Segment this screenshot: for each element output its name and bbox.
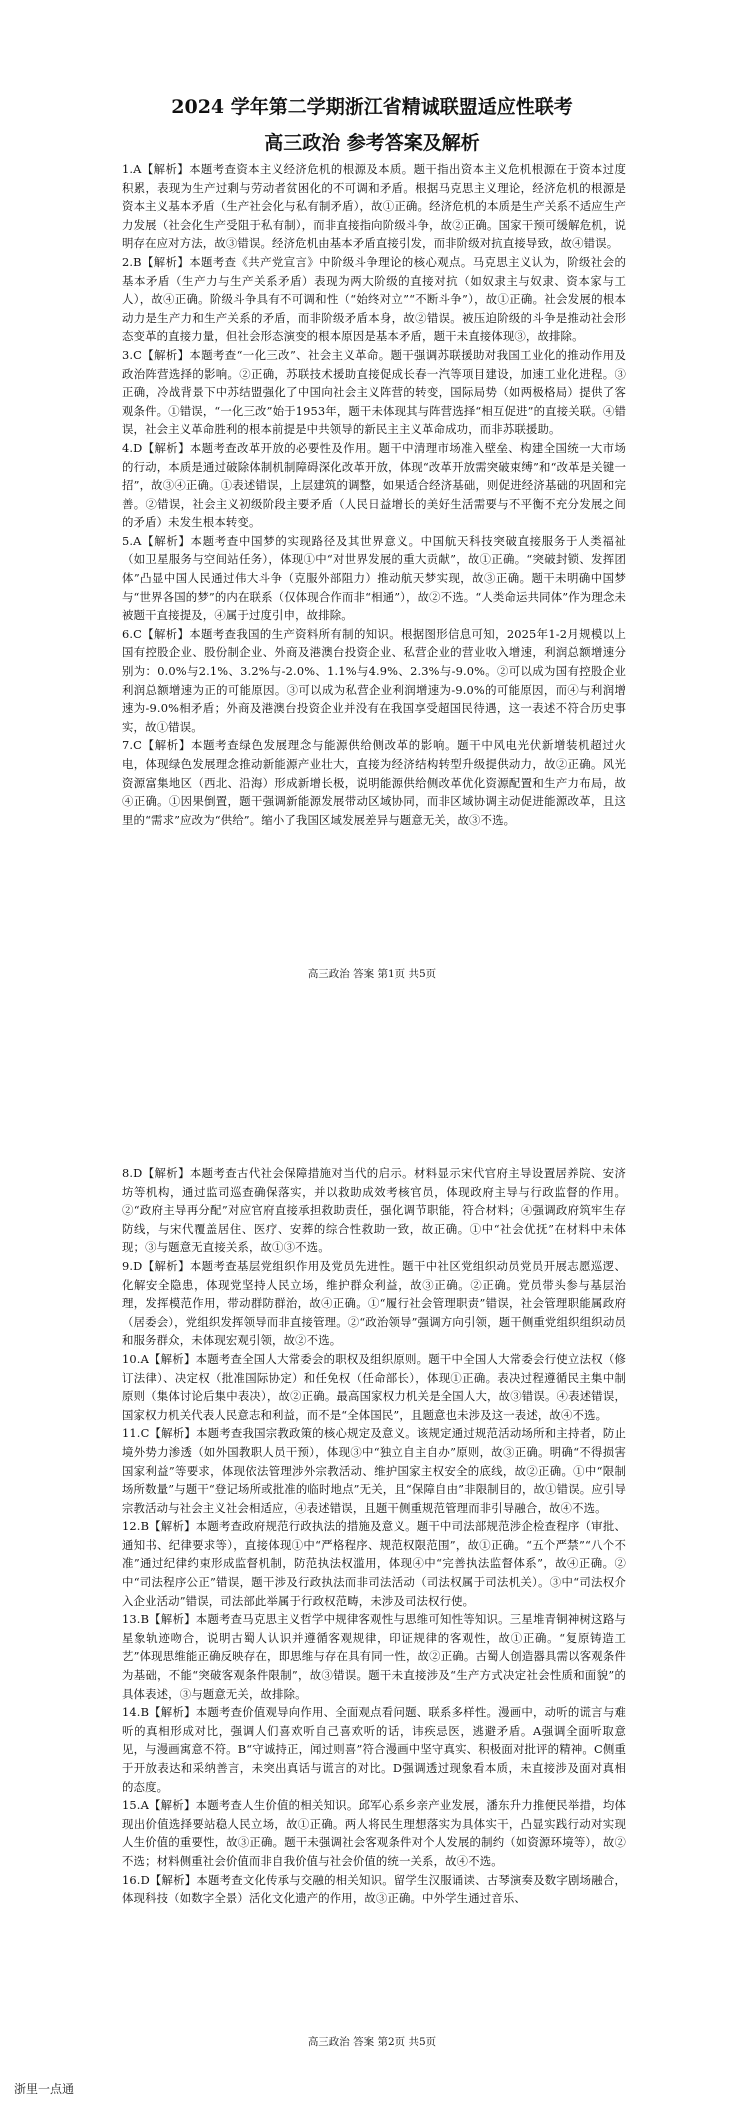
- answer-q12: 12.B【解析】本题考查政府规范行政执法的措施及意义。题干中司法部规范涉企检查程序（审批、通知书、纪律要求等），直接体现①中“严格程序、规范权限范围”，故①正确。“五个严禁”“八个不准”通过纪律约束形成监督机制，防范执法权滥用，体现④中“完善执法监督体系”，故④正确。②中“司法程序公正”错误，题干涉及行政执法而非司法活动（司法权属于司法机关）。③中“司法权介入企业活动”错误，司法部此举属于行政权范畴，未涉及司法权行使。: [122, 1519, 626, 1608]
- answer-page-1: [0, 0, 744, 1040]
- question-list: [122, 160, 626, 829]
- answer-q16: 16.D【解析】本题考查文化传承与交融的相关知识。留学生汉服诵读、古琴演奏及数字剧场融合，体现科技（如数字全景）活化文化遗产的作用，故③正确。中外学生通过音乐、: [122, 1872, 626, 1906]
- answer-q9: 9.D【解析】本题考查基层党组织作用及党员先进性。题干中社区党组织动员党员开展志愿巡逻、化解安全隐患，体现党坚持人民立场，维护群众利益，故③正确。②正确。党员带头参与基层治理，发挥模范作用，带动群防群治，故④正确。①“履行社会管理职责”错误，社会管理职能属政府（居委会），党组织发挥领导而非直接管理。②“政治领导”强调方向引领，题干侧重党组织组织动员和服务群众，未体现宏观引领，故②不选。: [122, 1258, 626, 1348]
- answer-q15: 15.A【解析】本题考查人生价值的相关知识。邱军心系乡亲产业发展，潘东升力推便民举措，均体现出价值选择要站稳人民立场，故①正确。两人将民生理想落实为具体实干，凸显实践行动对实现人生价值的重要性，故③正确。题干未强调社会客观条件对个人发展的制约（如资源环境等），故②不选；材料侧重社会价值而非自我价值与社会价值的统一关系，故④不选。: [122, 1798, 626, 1868]
- answer-q7: 7.C【解析】本题考查绿色发展理念与能源供给侧改革的影响。题干中风电光伏新增装机超过火电，体现绿色发展理念推动新能源产业壮大，直接为经济结构转型升级提供动力，故②正确。风光资源富集地区（西北、沿海）形成新增长极，说明能源供给侧改革优化资源配置和生产力布局，故④正确。①因果倒置，题干强调新能源发展带动区域协同，而非区域协调主动促进能源改革，且这里的“需求”应改为“供给”。缩小了我国区域发展差异与题意无关，故③不选。: [122, 738, 626, 827]
- exam-subtitle: 高三政治 参考答案及解析: [264, 132, 480, 154]
- answer-q10: 10.A【解析】本题考查全国人大常委会的职权及组织原则。题干中全国人大常委会行使立法权（修订法律）、决定权（批准国际协定）和任免权（任命部长），体现①正确。表决过程遵循民主集中制原则（集体讨论后集中表决），故②正确。最高国家权力机关是全国人大，故③错误。④表述错误，国家权力机关代表人民意志和利益，而不是“全体国民”，且题意也未涉及这一表述，故④不选。: [122, 1351, 626, 1422]
- exam-title: 2024 学年第二学期浙江省精诚联盟适应性联考: [171, 96, 573, 118]
- answer-q3: 3.C【解析】本题考查“一化三改”、社会主义革命。题干强调苏联援助对我国工业化的推动作用及政治阵营选择的影响。②正确，苏联技术援助直接促成长春一汽等项目建设，加速工业化进程。③正确，冷战背景下中苏结盟强化了中国向社会主义阵营的转变，国际局势（如两极格局）提供了客观条件。①错误，“一化三改”始于1953年，题干未体现其与阵营选择“相互促进”的直接关联。④错误，社会主义革命胜利的根本前提是中共领导的新民主主义革命成功，而非苏联援助。: [122, 347, 626, 437]
- answer-q4: 4.D【解析】本题考查改革开放的必要性及作用。题干中清理市场准入壁垒、构建全国统一大市场的行动，本质是通过破除体制机制障碍深化改革开放，体现“改革开放需突破束缚”和“改革是关键一招”，故③④正确。①表述错误，上层建筑的调整，如果适合经济基础，则促进经济基础的巩固和完善。②错误，社会主义初级阶段主要矛盾（人民日益增长的美好生活需要与不平衡不充分发展之间的矛盾）未发生根本转变。: [122, 440, 626, 530]
- answer-q8: 8.D【解析】本题考查古代社会保障措施对当代的启示。材料显示宋代官府主导设置居养院、安济坊等机构，通过监司巡查确保落实，并以救助成效考核官员，体现政府主导与行政监督的作用。②“政府主导再分配”对应官府直接承担救助责任，强化调节职能，符合材料；④强调政府筑牢生存防线，与宋代覆盖居住、医疗、安葬的综合性救助一致，故正确。①中“社会优抚”在材料中未体现；③与题意无直接关系，故①③不选。: [122, 1166, 626, 1255]
- answer-page-2: [0, 1140, 744, 2080]
- question-list: [122, 1164, 626, 1908]
- source-watermark: 浙里一点通: [14, 2082, 75, 2096]
- answer-q6: 6.C【解析】本题考查我国的生产资料所有制的知识。根据图形信息可知，2025年1-2月规模以上国有控股企业、股份制企业、外商及港澳台投资企业、私营企业的营业收入增速，利润总额增速分别为：0.0%与2.1%、3.2%与-2.0%、1.1%与4.9%、2.3%与-9.0%。②可以成为国有控股企业利润总额增速为正的可能原因。③可以成为私营企业利润增速为-9.0%的可能原因，而④与利润增速为-9.0%相矛盾；外商及港澳台投资企业并没有在我国享受超国民待遇，这一表述不符合历史事实，故①错误。: [122, 626, 626, 734]
- page-footer: 高三政治 答案 第1页 共5页: [307, 968, 437, 980]
- answer-q11: 11.C【解析】本题考查我国宗教政策的核心规定及意义。该规定通过规范活动场所和主持者，防止境外势力渗透（如外国教职人员干预），体现③中“独立自主自办”原则，故③正确。明确“不得损害国家利益”等要求，体现依法管理涉外宗教活动、维护国家主权安全的底线，故②正确。①中“限制场所数量”与题干“登记场所或批准的临时地点”无关，且“保障自由”非限制目的，故①错误。应引导宗教活动与社会主义社会相适应，④表述错误，且题干侧重规范管理而非引导融合，故④不选。: [122, 1426, 626, 1515]
- page-footer: 高三政治 答案 第2页 共5页: [307, 2036, 437, 2048]
- answer-q5: 5.A【解析】本题考查中国梦的实现路径及其世界意义。中国航天科技突破直接服务于人类福祉（如卫星服务与空间站任务），体现①中“对世界发展的重大贡献”，故①正确。“突破封锁、发挥团体”凸显中国人民通过伟大斗争（克服外部阻力）推动航天梦实现，故③正确。题干未明确中国梦与“世界各国的梦”的内在联系（仅体现合作而非“相通”），故②不选。“人类命运共同体”作为理念未被题干直接提及，④属于过度引申，故排除。: [122, 533, 626, 623]
- answer-q1: 1.A【解析】本题考查资本主义经济危机的根源及本质。题干指出资本主义危机根源在于资本过度积累，表现为生产过剩与劳动者贫困化的不可调和矛盾。根据马克思主义理论，经济危机的根源是资本主义基本矛盾（生产社会化与私有制矛盾），故①正确。经济危机的本质是生产关系不适应生产力发展（社会化生产受阻于私有制），而非直接指向阶级斗争，故②正确。国家干预可缓解危机，说明存在应对方法，故③错误。经济危机由基本矛盾直接引发，而非阶级对抗直接导致，故④错误。: [122, 162, 626, 251]
- answer-q13: 13.B【解析】本题考查马克思主义哲学中规律客观性与思维可知性等知识。三星堆青铜神树这路与星象轨迹吻合，说明古蜀人认识并遵循客观规律，印证规律的客观性，故①正确。“复原铸造工艺”体现思维能正确反映存在，即思维与存在具有同一性，故②正确。古蜀人创造器具需以客观条件为基础，不能“突破客观条件限制”，故③错误。题干未直接涉及“生产方式决定社会性质和面貌”的具体表述，③与题意无关，故排除。: [122, 1612, 626, 1701]
- answer-q2: 2.B【解析】本题考查《共产党宣言》中阶级斗争理论的核心观点。马克思主义认为，阶级社会的基本矛盾（生产力与生产关系矛盾）表现为两大阶级的直接对抗（如奴隶主与奴隶、资本家与工人），故④正确。阶级斗争具有不可调和性（“始终对立”“不断斗争”），故①正确。社会发展的根本动力是生产力和生产关系的矛盾，而非阶级矛盾本身，故②错误。被压迫阶级的斗争是推动社会形态变革的直接力量，但社会形态演变的根本原因是基本矛盾，题干未直接体现③，故排除。: [122, 254, 626, 344]
- answer-q14: 14.B【解析】本题考查价值观导向作用、全面观点看问题、联系多样性。漫画中，动听的谎言与难听的真相形成对比，强调人们喜欢听自己喜欢听的话，讳疾忌医，逃避矛盾。A强调全面听取意见，与漫画寓意不符。B“守诚持正，闻过则喜”符合漫画中坚守真实、积极面对批评的精神。C侧重于开放表达和采纳善言，未突出真话与谎言的对比。D强调透过现象看本质，未直接涉及面对真相的态度。: [122, 1705, 626, 1794]
